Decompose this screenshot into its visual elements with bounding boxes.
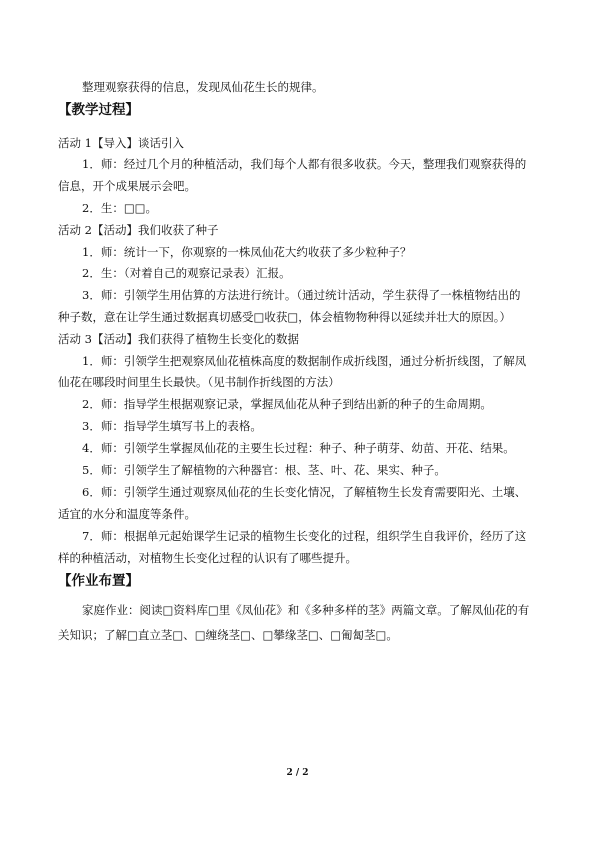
activity2-title: 活动 2【活动】我们收获了种子 xyxy=(58,223,219,237)
activity3-item3: 3．师：指导学生填写书上的表格。 xyxy=(82,419,262,433)
activity3-item1-line1: 1．师：引领学生把观察凤仙花植株高度的数据制作成折线图，通过分析折线图，了解凤 xyxy=(82,354,527,368)
activity3-item7-line2: 样的种植活动，对植物生长变化过程的认识有了哪些提升。 xyxy=(58,551,357,565)
activity1-item1-line1: 1．师：经过几个月的种植活动，我们每个人都有很多收获。今天，整理我们观察获得的 xyxy=(82,157,527,171)
activity3-item6-line1: 6．师：引领学生通过观察凤仙花的生长变化情况，了解植物生长发育需要阳光、土壤、 xyxy=(82,485,527,499)
activity3-item1-line2: 仙花在哪段时间里生长最快。（见书制作折线图的方法） xyxy=(58,375,340,389)
activity3-item5: 5．师：引领学生了解植物的六种器官：根、茎、叶、花、果实、种子。 xyxy=(82,463,446,477)
activity3-item7-line1: 7．师：根据单元起始课学生记录的植物生长变化的过程，组织学生自我评价，经历了这 xyxy=(82,529,527,543)
activity1-title: 活动 1【导入】谈话引入 xyxy=(58,136,184,150)
heading-teaching-process: 【教学过程】 xyxy=(58,102,139,118)
intro-line: 整理观察获得的信息，发现凤仙花生长的规律。 xyxy=(82,80,324,94)
homework-line2: 关知识；了解□直立茎□、□缠绕茎□、□攀缘茎□、□匍匐茎□。 xyxy=(58,628,398,642)
homework-line1: 家庭作业：阅读□资料库□里《凤仙花》和《多种多样的茎》两篇文章。了解凤仙花的有 xyxy=(82,603,530,617)
activity3-item6-line2: 适宜的水分和温度等条件。 xyxy=(58,507,196,521)
activity2-item3-line1: 3．师：引领学生用估算的方法进行统计。（通过统计活动，学生获得了一株植物结出的 xyxy=(82,288,521,302)
activity1-item1-line2: 信息，开个成果展示会吧。 xyxy=(58,179,196,193)
activity2-item2: 2．生：（对着自己的观察记录表）汇报。 xyxy=(82,266,291,280)
activity3-item4: 4．师：引领学生掌握凤仙花的主要生长过程：种子、种子萌芽、幼苗、开花、结果。 xyxy=(82,441,515,455)
activity1-item2: 2．生：□□。 xyxy=(82,201,158,215)
activity2-item1: 1．师：统计一下，你观察的一株凤仙花大约收获了多少粒种子？ xyxy=(82,245,412,259)
heading-homework: 【作业布置】 xyxy=(58,573,139,589)
activity3-item2: 2．师：指导学生根据观察记录，掌握凤仙花从种子到结出新的种子的生命周期。 xyxy=(82,397,492,411)
activity2-item3-line2: 种子数，意在让学生通过数据真切感受□收获□，体会植物物种得以延续并壮大的原因。） xyxy=(58,310,511,324)
activity3-title: 活动 3【活动】我们获得了植物生长变化的数据 xyxy=(58,332,299,346)
page-number: 2 / 2 xyxy=(286,768,309,778)
